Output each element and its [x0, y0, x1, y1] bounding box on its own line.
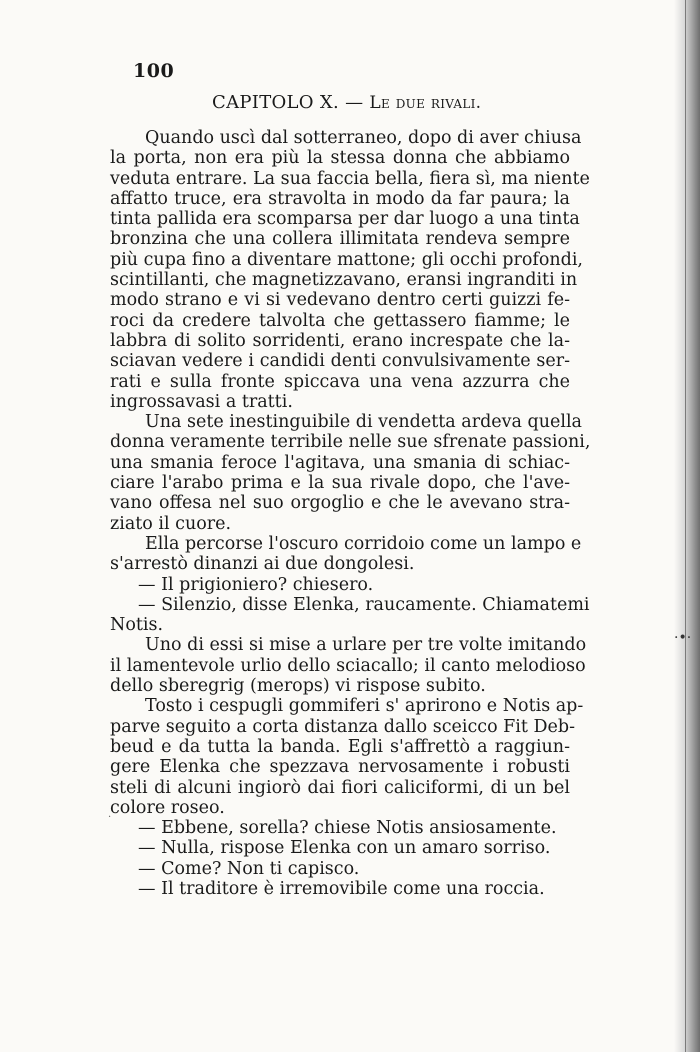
text-line: Quando uscì dal sotterraneo, dopo di aver chiusa	[145, 128, 582, 148]
text-line: tinta pallida era scomparsa per dar luogo a una tinta	[110, 209, 580, 230]
text-line: una smania feroce l'agitava, una smania di schiac-	[110, 452, 570, 473]
text-line: — Il prigioniero? chiesero.	[138, 574, 374, 595]
running-header	[212, 92, 572, 113]
text-line: scintillanti, che magnetizzavano, eransi ingranditi in	[110, 270, 578, 291]
text-line: modo strano e vi si vedevano dentro certi guizzi fe-	[110, 290, 570, 311]
text-line: ziato il cuore.	[110, 513, 232, 534]
text-line: — Nulla, rispose Elenka con un amaro sorriso.	[138, 838, 551, 859]
text-line: ciare l'arabo prima e la sua rivale dopo, che l'ave-	[110, 473, 570, 494]
chapter-label: CAPITOLO X.	[212, 92, 340, 113]
text-line: veduta entrare. La sua faccia bella, fiera sì, ma niente	[110, 168, 590, 189]
text-line: — Ebbene, sorella? chiese Notis ansiosamente.	[138, 818, 557, 839]
page-edge-shadow	[674, 0, 700, 1052]
text-line: Tosto i cespugli gommiferi s' aprirono e Notis ap-	[145, 696, 584, 717]
text-line: steli di alcuni ingiorò dai fiori caliciformi, di un bel	[110, 777, 570, 798]
text-line: parve seguito a corta distanza dallo sceicco Fit Deb-	[110, 716, 576, 737]
body-text	[110, 128, 591, 899]
text-line: s'arrestò dinanzi ai due dongolesi.	[110, 554, 415, 575]
text-line: roci da credere talvolta che gettassero fiamme; le	[110, 310, 570, 331]
text-line: la porta, non era più la stessa donna che abbiamo	[110, 148, 570, 169]
text-line: colore roseo.	[110, 797, 225, 818]
page-number: 100	[133, 60, 175, 82]
text-line: il lamentevole urlio dello sciacallo; il canto melodioso	[110, 655, 586, 676]
header-dash: —	[345, 92, 364, 113]
text-line: Ella percorse l'oscuro corridoio come un lampo e	[145, 533, 582, 554]
text-line: beud e da tutta la banda. Egli s'affrettò a raggiun-	[110, 736, 570, 757]
text-line: labbra di solito sorridenti, erano increspate che la-	[110, 330, 570, 351]
margin-tick: ·	[108, 812, 112, 823]
text-line: Uno di essi si mise a urlare per tre volte imitando	[145, 635, 587, 656]
text-line: bronzina che una collera illimitata rendeva sempre	[110, 229, 570, 250]
text-line: rati e sulla fronte spiccava una vena azzurra che	[110, 371, 570, 392]
text-line: — Silenzio, disse Elenka, raucamente. Chiamatemi	[138, 594, 590, 615]
text-line: più cupa fino a diventare mattone; gli occhi profondi,	[110, 249, 583, 270]
text-line: — Il traditore è irremovibile come una roccia.	[138, 878, 545, 899]
text-line: Una sete inestinguibile di vendetta ardeva quella	[145, 412, 582, 433]
text-line: Notis.	[110, 615, 164, 636]
chapter-title: Le due rivali.	[369, 93, 482, 113]
text-line: ingrossavasi a tratti.	[110, 391, 293, 412]
page-edge-line	[685, 0, 686, 1052]
text-line: sciavan vedere i candidi denti convulsivamente ser-	[110, 351, 570, 372]
text-line: dello sberegrig (merops) vi rispose subito.	[110, 676, 486, 697]
text-line: vano offesa nel suo orgoglio e che le avevano stra-	[110, 493, 570, 514]
text-line: gere Elenka che spezzava nervosamente i robusti	[110, 757, 570, 778]
text-line: donna veramente terribile nelle sue sfrenate passioni,	[110, 432, 591, 453]
margin-mark: ·•·	[674, 630, 692, 646]
text-line: affatto truce, era stravolta in modo da far paura; la	[110, 188, 570, 209]
text-line: — Come? Non ti capisco.	[138, 858, 360, 879]
